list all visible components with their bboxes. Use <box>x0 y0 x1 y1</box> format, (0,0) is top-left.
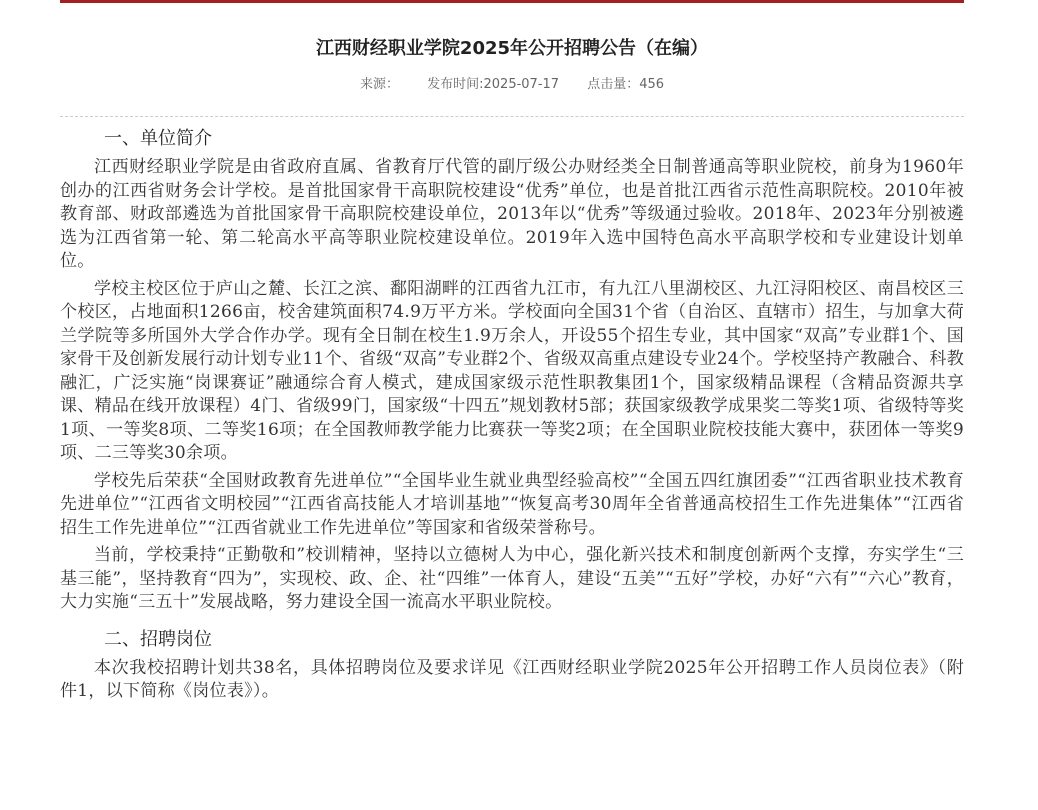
paragraph: 本次我校招聘计划共38名，具体招聘岗位及要求详见《江西财经职业学院2025年公开招聘工作人员岗位表》（附件1，以下简称《岗位表》）。 <box>60 657 964 701</box>
source-label: 来源： <box>359 77 399 92</box>
click-count: 点击量：456 <box>587 77 665 92</box>
article-meta <box>60 75 964 95</box>
article-body <box>60 122 964 708</box>
page-title: 江西财经职业学院2025年公开招聘公告（在编） <box>315 38 709 59</box>
paragraph: 学校先后荣获“全国财政教育先进单位”“全国毕业生就业典型经验高校”“全国五四红旗团委”“江西省职业技术教育先进单位”“江西省文明校园”“江西省高技能人才培训基地”“恢复高考30周年全省普通高校招生工作先进集体”“江西省招生工作先进单位”“江西省就业工作先进单位”等国家和省级荣誉称号。 <box>60 470 964 538</box>
publish-time: 发布时间:2025-07-17 <box>427 77 560 92</box>
paragraph: 学校主校区位于庐山之麓、长江之滨、鄱阳湖畔的江西省九江市，有九江八里湖校区、九江浔阳校区、南昌校区三个校区，占地面积1266亩，校舍建筑面积74.9万平方米。学校面向全国31个省（自治区、直辖市）招生，与加拿大荷兰学院等多所国外大学合作办学。现有全日制在校生1.9万余人，开设55个招生专业，其中国家“双高”专业群1个、国家骨干及创新发展行动计划专业11个、省级“双高”专业群2个、省级双高重点建设专业24个。学校坚持产教融合、科教融汇，广泛实施“岗课赛证”融通综合育人模式，建成国家级示范性职教集团1个，国家级精品课程（含精品资源共享课、精品在线开放课程）4门、省级99门，国家级“十四五”规划教材5部；获国家级教学成果奖二等奖1项、省级特等奖1项、一等奖8项、二等奖16项；在全国教师教学能力比赛获一等奖2项；在全国职业院校技能大赛中，获团体一等奖9项、二三等奖30余项。 <box>60 278 964 463</box>
section-heading-intro: 一、单位简介 <box>104 128 212 149</box>
title-divider <box>60 116 964 117</box>
top-accent-bar <box>60 0 964 3</box>
paragraph: 江西财经职业学院是由省政府直属、省教育厅代管的副厅级公办财经类全日制普通高等职业院校，前身为1960年创办的江西省财务会计学校。是首批国家骨干高职院校建设“优秀”单位，也是首批江西省示范性高职院校。2010年被教育部、财政部遴选为首批国家骨干高职院校建设单位，2013年以“优秀”等级通过验收。2018年、2023年分别被遴选为江西省第一轮、第二轮高水平高等职业院校建设单位。2019年入选中国特色高水平高职学校和专业建设计划单位。 <box>60 157 964 271</box>
section-heading-positions: 二、招聘岗位 <box>104 628 212 650</box>
paragraph: 当前，学校秉持“正勤敬和”校训精神，坚持以立德树人为中心，强化新兴技术和制度创新两个支撑，夯实学生“三基三能”，坚持教育“四为”，实现校、政、企、社“四维”一体育人，建设“五美”“五好”学校，办好“六有”“六心”教育，大力实施“三五十”发展战略，努力建设全国一流高水平职业院校。 <box>60 545 964 612</box>
